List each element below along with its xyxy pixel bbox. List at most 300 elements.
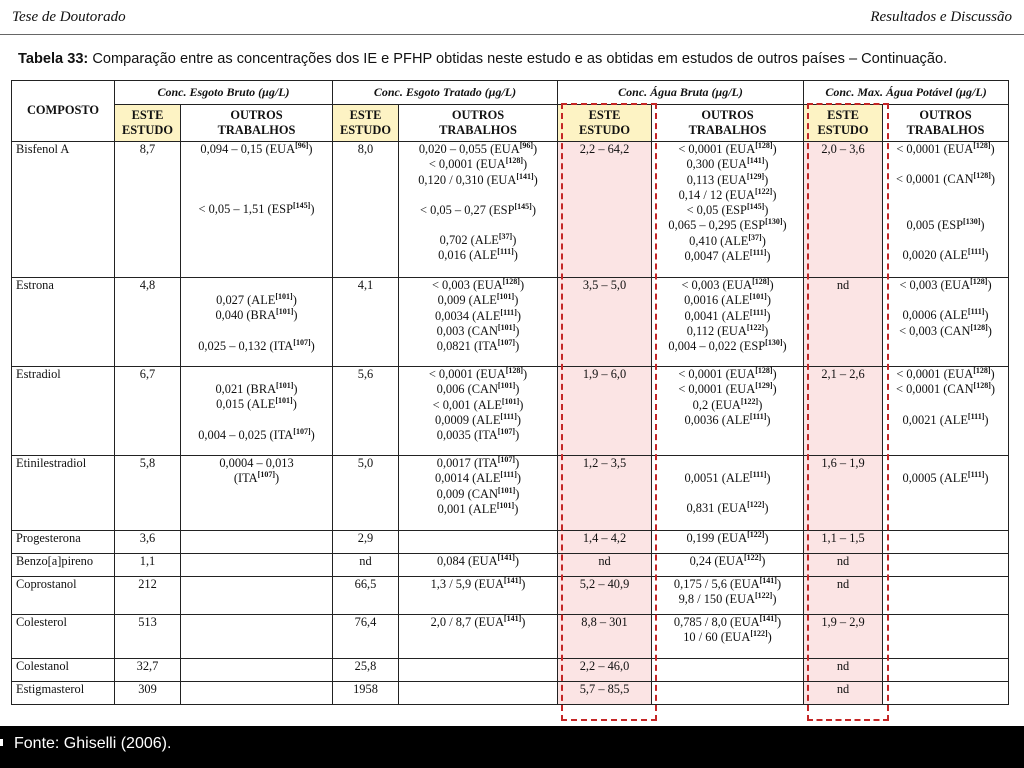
cell-agua-bruta-este: nd [558, 554, 652, 577]
reference-close: ) [293, 382, 298, 396]
reference-line [654, 413, 801, 428]
subheader-line: ESTE [827, 108, 859, 122]
reference-value: < 0,05 (ESP [686, 203, 747, 218]
citation-number: 122 [749, 529, 762, 539]
citation-ref: [141] [503, 575, 522, 585]
reference-close: ) [984, 247, 989, 262]
citation-number: 111 [503, 411, 515, 421]
cell-esgoto-bruto-este: 8,7 [115, 142, 181, 278]
reference-close: ) [531, 202, 536, 217]
cell-agua-potavel-este: 1,9 – 2,9 [804, 615, 883, 659]
cell-esgoto-bruto-outros [181, 367, 333, 456]
cell-spacer [885, 203, 1006, 218]
cell-esgoto-tratado-este: 4,1 [333, 278, 399, 367]
group-unit: μg [959, 84, 973, 99]
reference-value: 0,831 (EUA [686, 501, 748, 516]
reference-line [654, 234, 801, 249]
citation-number: 101 [752, 292, 765, 302]
citation-ref: [111] [500, 307, 517, 317]
reference-value: 0,0004 – 0,013 [219, 456, 294, 470]
reference-value: < 0,0001 (EUA [678, 382, 756, 397]
reference-close: ) [533, 142, 538, 156]
cell-agua-potavel-outros [883, 554, 1009, 577]
group-header-esgoto-bruto [115, 81, 333, 105]
citation-ref: [141] [759, 613, 777, 623]
subheader-line: OUTROS [919, 108, 972, 122]
group-unit: μg [488, 84, 502, 99]
reference-value: 0,004 – 0,025 (ITA [198, 427, 294, 442]
reference-value: < 0,003 (EUA [431, 278, 503, 292]
citation-ref: [141] [759, 575, 777, 585]
reference-line [183, 382, 330, 397]
citation-ref: [107] [497, 454, 516, 464]
citation-ref: [101] [497, 322, 516, 332]
running-header-left: Tese de Doutorado [12, 9, 126, 25]
subheader-line: ESTUDO [340, 123, 391, 137]
reference-line [183, 293, 330, 308]
reference-line [401, 309, 555, 324]
citation-ref: [107] [293, 337, 311, 347]
cell-esgoto-tratado-outros [399, 278, 558, 367]
reference-line [183, 456, 330, 471]
reference-value: < 0,0001 (EUA [678, 142, 756, 156]
cell-spacer [654, 456, 801, 471]
cell-esgoto-bruto-outros [181, 456, 333, 531]
cell-spacer [885, 157, 1006, 172]
citation-ref: [37] [498, 232, 513, 242]
citation-number: 101 [278, 380, 291, 390]
reference-value: 0,084 (EUA [436, 554, 498, 568]
citation-ref: [122] [746, 322, 765, 332]
citation-number: 101 [278, 291, 291, 301]
cell-esgoto-bruto-outros [181, 615, 333, 659]
reference-value: 0,0006 (ALE [902, 308, 968, 323]
reference-close: ) [764, 203, 769, 218]
subheader-line: ESTE [131, 108, 164, 122]
reference-value: 2,0 / 8,7 (EUA [430, 615, 504, 629]
citation-ref: [141] [497, 552, 515, 562]
reference-value: < 0,003 (EUA [681, 278, 753, 292]
reference-value: 0,015 (ALE [216, 397, 276, 412]
group-unit-tail: /L) [501, 84, 517, 99]
reference-line [401, 278, 555, 293]
cell-esgoto-tratado-outros [399, 659, 558, 682]
reference-value: 0,0016 (ALE [684, 293, 750, 308]
group-label: Conc. Esgoto Bruto ( [157, 84, 263, 99]
reference-line [401, 428, 555, 443]
reference-value: < 0,003 (EUA [899, 278, 971, 292]
cell-agua-potavel-este: nd [804, 278, 883, 367]
reference-line [401, 456, 555, 471]
reference-close: ) [292, 397, 297, 412]
citation-ref: [128] [755, 365, 773, 375]
citation-number: 141 [762, 575, 775, 585]
subheader-line: ESTUDO [817, 123, 869, 137]
cell-esgoto-tratado-este: 25,8 [333, 659, 399, 682]
cell-agua-bruta-este: 1,4 – 4,2 [558, 531, 652, 554]
cell-spacer [885, 293, 1006, 308]
citation-ref: [107] [257, 470, 275, 480]
subheader-line: OUTROS [701, 108, 754, 122]
citation-ref: [122] [750, 629, 768, 639]
group-label: Conc. Max. Água Potável ( [825, 84, 960, 99]
citation-ref: [101] [276, 380, 294, 390]
cell-esgoto-bruto-este: 309 [115, 682, 181, 705]
reference-close: ) [772, 187, 777, 202]
citation-number: 130 [767, 217, 780, 227]
citation-number: 111 [970, 307, 982, 317]
reference-line [654, 554, 801, 569]
reference-value: 0,14 / 12 (EUA [678, 187, 755, 202]
cell-esgoto-bruto-outros [181, 531, 333, 554]
reference-line [183, 471, 330, 486]
cell-compound: Colesterol [12, 615, 115, 659]
reference-value: 0,0051 (ALE [684, 471, 750, 485]
citation-number: 111 [970, 246, 982, 256]
citation-number: 96 [297, 140, 306, 150]
reference-value: < 0,0001 (EUA [428, 367, 506, 381]
citation-number: 111 [752, 411, 764, 421]
citation-number: 101 [278, 396, 291, 406]
cell-spacer [885, 398, 1006, 413]
reference-value: 0,040 (BRA [215, 308, 277, 323]
citation-number: 128 [976, 381, 989, 391]
reference-line [654, 398, 801, 413]
citation-number: 37 [751, 232, 760, 242]
cell-agua-bruta-este: 1,9 – 6,0 [558, 367, 652, 456]
citation-ref: [111] [749, 411, 767, 421]
cell-esgoto-tratado-outros [399, 142, 558, 278]
reference-line [654, 501, 801, 516]
reference-close: ) [515, 323, 520, 338]
citation-number: 101 [504, 396, 517, 406]
reference-close: ) [514, 554, 520, 568]
subheader-outros-trabalhos [652, 105, 804, 142]
citation-ref: [111] [749, 307, 767, 317]
citation-number: 128 [508, 365, 521, 375]
reference-close: ) [521, 577, 526, 591]
cell-esgoto-tratado-outros [399, 615, 558, 659]
citation-number: 122 [749, 500, 762, 510]
cell-esgoto-tratado-outros [399, 367, 558, 456]
reference-value: 0,006 (CAN [436, 382, 498, 397]
citation-ref: [128] [505, 365, 524, 375]
cell-esgoto-bruto-este: 3,6 [115, 531, 181, 554]
reference-value: < 0,0001 (EUA [896, 367, 974, 381]
reference-line [654, 367, 801, 382]
reference-value: 0,300 (EUA [686, 157, 748, 172]
reference-value: < 0,05 – 0,27 (ESP [420, 202, 515, 217]
reference-line [654, 203, 801, 218]
reference-line [183, 308, 330, 323]
reference-value: 0,0047 (ALE [684, 249, 750, 264]
reference-close: ) [766, 412, 771, 427]
reference-line [401, 248, 555, 263]
subheader-line: TRABALHOS [906, 123, 985, 137]
reference-line [183, 142, 330, 157]
cell-agua-potavel-este: 1,6 – 1,9 [804, 456, 883, 531]
citation-number: 128 [975, 140, 988, 150]
reference-line [401, 339, 555, 354]
reference-close: ) [772, 142, 777, 156]
cell-agua-potavel-outros [883, 577, 1009, 615]
subheader-outros-trabalhos [883, 105, 1009, 142]
cell-spacer [183, 413, 330, 428]
reference-line [885, 382, 1006, 397]
subheader-line: TRABALHOS [217, 123, 296, 137]
citation-number: 111 [970, 411, 982, 421]
cell-spacer [183, 172, 330, 187]
citation-number: 111 [499, 247, 512, 257]
reference-close: ) [512, 233, 517, 248]
reference-close: ) [984, 412, 989, 427]
reference-close: ) [767, 630, 772, 645]
reference-line [885, 308, 1006, 323]
cell-agua-potavel-este: 2,1 – 2,6 [804, 367, 883, 456]
reference-value: < 0,001 (ALE [432, 397, 502, 412]
reference-line [654, 188, 801, 203]
reference-close: ) [274, 471, 280, 486]
reference-line [654, 249, 801, 264]
reference-close: ) [310, 427, 315, 442]
citation-number: 122 [746, 552, 759, 562]
group-header-agua-potavel [804, 81, 1009, 105]
cell-agua-bruta-outros [652, 142, 804, 278]
subheader-line: ESTE [349, 108, 382, 122]
citation-ref: [130] [963, 216, 981, 226]
reference-value: 0,24 (EUA [689, 554, 744, 568]
reference-close: ) [310, 338, 315, 353]
citation-ref: [111] [749, 469, 767, 479]
citation-ref: [145] [292, 201, 311, 211]
citation-ref: [122] [740, 396, 759, 406]
reference-line [401, 203, 555, 218]
citation-ref: [96] [295, 140, 309, 150]
group-header-agua-bruta [558, 81, 804, 105]
reference-value: 0,0005 (ALE [902, 471, 968, 485]
reference-line [654, 173, 801, 188]
citation-ref: [101] [496, 292, 515, 302]
citation-ref: [122] [754, 186, 773, 196]
cell-esgoto-tratado-este: 5,0 [333, 456, 399, 531]
citation-ref: [111] [500, 411, 517, 421]
citation-ref: [111] [967, 246, 985, 256]
cell-agua-bruta-este: 1,2 – 3,5 [558, 456, 652, 531]
citation-number: 122 [743, 396, 756, 406]
reference-close: ) [515, 486, 520, 501]
source-text: Fonte: Ghiselli (2006). [14, 735, 172, 752]
cell-compound: Colestanol [12, 659, 115, 682]
group-unit: μg [262, 84, 275, 99]
column-header-compound: COMPOSTO [12, 81, 115, 142]
cell-esgoto-tratado-outros [399, 554, 558, 577]
citation-ref: [128] [973, 171, 991, 181]
reference-close: ) [521, 615, 526, 629]
cell-agua-bruta-este: 5,2 – 40,9 [558, 577, 652, 615]
reference-close: ) [293, 308, 298, 323]
citation-number: 129 [757, 381, 770, 391]
cell-spacer [183, 187, 330, 202]
citation-ref: [111] [967, 307, 985, 317]
cell-esgoto-bruto-este: 1,1 [115, 554, 181, 577]
reference-line [401, 233, 555, 248]
footer-marker [0, 739, 3, 746]
cell-agua-potavel-este: nd [804, 577, 883, 615]
reference-line [183, 339, 330, 354]
reference-line [401, 293, 555, 308]
citation-ref: [122] [754, 591, 773, 601]
cell-spacer [183, 278, 330, 293]
highlight-agua-bruta-este-estudo [561, 103, 657, 721]
reference-close: ) [516, 412, 521, 427]
reference-value: 0,0035 (ITA [436, 428, 498, 443]
citation-ref: [128] [505, 156, 524, 166]
citation-number: 101 [500, 322, 513, 332]
citation-number: 107 [295, 426, 308, 436]
cell-esgoto-bruto-este: 4,8 [115, 278, 181, 367]
citation-ref: [130] [765, 338, 783, 348]
reference-close: ) [990, 382, 996, 397]
cell-esgoto-bruto-outros [181, 142, 333, 278]
citation-number: 101 [500, 485, 513, 495]
reference-close: ) [761, 233, 766, 248]
cell-esgoto-bruto-este: 513 [115, 615, 181, 659]
cell-esgoto-tratado-outros [399, 682, 558, 705]
citation-ref: [101] [275, 291, 293, 301]
cell-esgoto-tratado-outros [399, 456, 558, 531]
cell-esgoto-tratado-este: 8,0 [333, 142, 399, 278]
reference-value: 0,0020 (ALE [902, 247, 968, 262]
reference-line [183, 428, 330, 443]
reference-value: 0,702 (ALE [439, 233, 499, 248]
reference-line [885, 324, 1006, 339]
citation-ref: [145] [514, 201, 532, 211]
cell-agua-potavel-outros [883, 142, 1009, 278]
citation-number: 141 [762, 613, 775, 623]
cell-compound: Estrona [12, 278, 115, 367]
reference-close: ) [292, 293, 297, 307]
cell-agua-potavel-este: 1,1 – 1,5 [804, 531, 883, 554]
reference-line [654, 382, 801, 397]
citation-number: 101 [500, 381, 513, 391]
reference-value: 0,410 (ALE [689, 233, 749, 248]
reference-close: ) [990, 142, 995, 156]
reference-line [885, 142, 1006, 157]
reference-value: 0,113 (EUA [686, 172, 747, 187]
cell-esgoto-tratado-outros [399, 577, 558, 615]
citation-ref: [128] [502, 276, 520, 286]
reference-value: 0,0009 (ALE [435, 412, 501, 427]
reference-close: ) [772, 382, 777, 397]
cell-agua-bruta-outros [652, 682, 804, 705]
reference-value: 0,2 (EUA [692, 397, 741, 412]
group-unit-tail: /L) [274, 84, 290, 99]
citation-ref: [111] [497, 247, 514, 257]
cell-agua-bruta-outros [652, 554, 804, 577]
reference-line [401, 367, 555, 382]
group-label: Conc. Esgoto Tratado ( [373, 84, 489, 99]
cell-esgoto-bruto-este: 32,7 [115, 659, 181, 682]
reference-close: ) [764, 157, 769, 172]
subheader-line: TRABALHOS [688, 123, 767, 137]
citation-number: 141 [506, 575, 519, 585]
reference-line [654, 630, 801, 645]
reference-line [654, 157, 801, 172]
reference-close: ) [990, 367, 995, 381]
subheader-line: TRABALHOS [439, 123, 517, 137]
cell-esgoto-bruto-outros [181, 278, 333, 367]
reference-value: 0,009 (ALE [437, 293, 497, 308]
reference-value: 0,0036 (ALE [684, 412, 750, 427]
subheader-este-estudo [115, 105, 181, 142]
cell-agua-bruta-outros [652, 456, 804, 531]
reference-line [654, 577, 801, 592]
citation-number: 107 [500, 338, 513, 348]
header-divider [0, 34, 1024, 35]
cell-esgoto-bruto-este: 6,7 [115, 367, 181, 456]
reference-close: ) [764, 531, 769, 545]
citation-number: 111 [970, 469, 982, 479]
citation-ref: [128] [973, 381, 991, 391]
citation-number: 141 [518, 171, 531, 181]
reference-line [401, 398, 555, 413]
cell-agua-potavel-outros [883, 615, 1009, 659]
reference-line [401, 615, 555, 630]
cell-agua-bruta-este: 5,7 – 85,5 [558, 682, 652, 705]
cell-compound: Bisfenol A [12, 142, 115, 278]
citation-ref: [101] [275, 396, 293, 406]
cell-spacer [183, 324, 330, 339]
citation-number: 122 [749, 322, 762, 332]
reference-close: ) [515, 382, 520, 397]
cell-esgoto-bruto-outros [181, 577, 333, 615]
reference-line [654, 293, 801, 308]
citation-number: 107 [260, 470, 273, 480]
cell-esgoto-tratado-este: 66,5 [333, 577, 399, 615]
citation-number: 101 [278, 307, 291, 317]
cell-agua-bruta-outros [652, 278, 804, 367]
reference-close: ) [776, 615, 782, 629]
reference-close: ) [514, 501, 519, 516]
citation-number: 141 [500, 552, 513, 562]
reference-line [401, 554, 555, 569]
citation-ref: [141] [747, 156, 765, 166]
subheader-outros-trabalhos [181, 105, 333, 142]
reference-close: ) [523, 367, 528, 381]
subheader-line: ESTUDO [122, 123, 173, 137]
citation-ref: [130] [765, 217, 783, 227]
reference-close: ) [782, 339, 787, 354]
reference-close: ) [776, 577, 782, 591]
group-unit: μg [715, 84, 729, 99]
citation-number: 122 [753, 629, 765, 639]
cell-agua-potavel-este: nd [804, 554, 883, 577]
reference-line [654, 218, 801, 233]
cell-spacer [885, 456, 1006, 471]
citation-number: 37 [501, 232, 510, 242]
reference-close: ) [515, 456, 520, 470]
cell-spacer [183, 157, 330, 172]
cell-agua-bruta-este: 8,8 – 301 [558, 615, 652, 659]
reference-close: ) [764, 323, 769, 338]
citation-ref: [101] [496, 500, 515, 510]
reference-close: ) [516, 308, 521, 323]
reference-line [183, 202, 330, 217]
citation-ref: [128] [752, 276, 770, 286]
cell-compound: Benzo[a]pireno [12, 554, 115, 577]
reference-close: ) [990, 172, 996, 187]
reference-close: ) [984, 308, 989, 323]
